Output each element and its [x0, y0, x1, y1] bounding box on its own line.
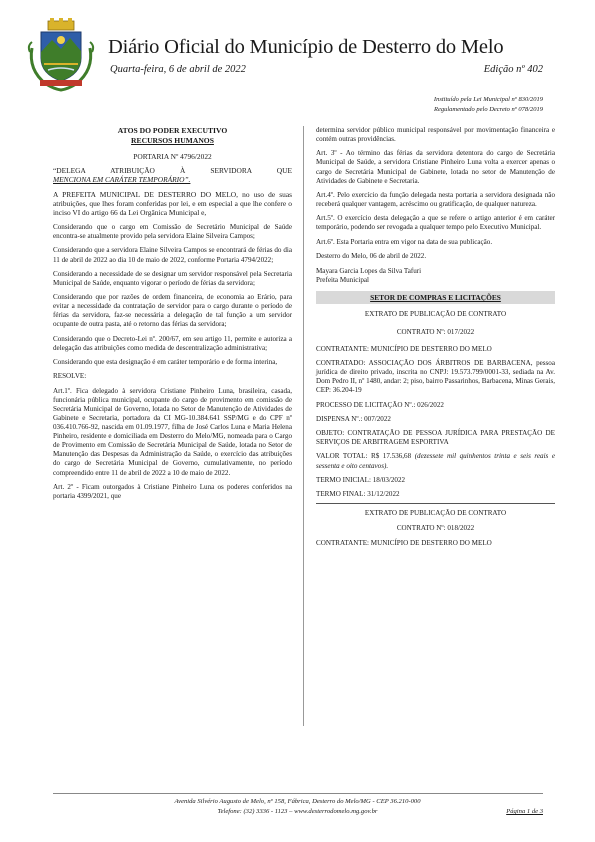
considerando-5: Considerando que o Decreto-Lei nº. 200/67, em seu artigo 11, permite e autoriza a delegação das atribuições como medida de descentralização administrativa;: [53, 334, 292, 352]
contract-1-termo-inicial: TERMO INICIAL: 18/03/2022: [316, 475, 406, 484]
considerando-4: Considerando que por razões de ordem financeira, de economia ao Erário, para evitar a necessidade da contratação de servidor para o cargo durante o período de férias da servidora, faz-se necessária a delegação de tal função a um servidor ocupante de outra pasta, até o retorno das férias da servidora;: [53, 293, 292, 329]
page-number: Página 1 de 3: [506, 808, 543, 815]
footer-address: Avenida Silvério Augusto de Melo, nº 158, Fábrica, Desterro do Melo/MG - CEP 36.210-000: [174, 798, 421, 805]
footer-contact: Telefone: (32) 3336 - 1123 – www.desterrodomelo.mg.gov.br: [217, 808, 378, 815]
article-1: Art.1º. Fica delegado à servidora Cristiane Pinheiro Luna, brasileira, casada, funcionária pública municipal, ocupante do cargo de provimento em comissão de Secretária Municipal de Governo, lotada no Setor de Manutenção de Atividades de Gabinete e Secretaria, portadora da CI MG-10.384.641 SSP/MG e do CPF nº 036.410.766-92, nascida em 01.09.1977, filha de José Carlos Luna e Maria Helena Pinheiro, residente e domiciliada em Desterro do Melo/MG, nomeada para o Cargo de Provimento em Comissão de Secretária Municipal de Saúde, lotada no Setor de Manutenção das Despesas da Administração da Saúde, o exercício das atribuições do cargo de Secretária Municipal de Governo, cumulativamente, no período compreendido entre 11 de abril de 2022 a 10 de maio de 2022.: [53, 386, 292, 477]
ementa-line-2: MENCIONA EM CARÁTER TEMPORÁRIO”.: [53, 175, 191, 185]
considerando-1: Considerando que o cargo em Comissão de Secretário Municipal de Saúde encontra-se atualmente provido pela servidora Elaine Silveira Campos;: [53, 223, 292, 241]
contract-1-contratado: CONTRATADO: ASSOCIAÇÃO DOS ÁRBITROS DE BARBACENA, pessoa jurídica de direito privado, inscrita no CNPJ: 19.573.799/0001-33, sediada na Av. Dom Pedro II, nº 1480, andar: 2; piso, bairro Passarinhos, Barbacena, Minas Gerais, CEP: 36.204-19: [316, 358, 555, 395]
section-title-hr: RECURSOS HUMANOS: [131, 136, 214, 145]
place-date: Desterro do Melo, 06 de abril de 2022.: [316, 251, 427, 260]
legal-basis: [434, 95, 543, 114]
signature-block: [316, 267, 555, 285]
considerando-2: Considerando que a servidora Elaine Silveira Campos se encontrará de férias do dia 11 de abril de 2022 ao dia 10 de maio de 2022, conforme Portaria 4794/2022;: [53, 246, 292, 264]
contract-1-dispensa: DISPENSA Nº.: 007/2022: [316, 414, 391, 423]
right-column: [316, 126, 555, 554]
contract-2-number: CONTRATO Nº: 018/2022: [396, 524, 475, 533]
newspaper-title: Diário Oficial do Município de Desterro do Melo: [108, 36, 504, 58]
article-6: Art.6º. Esta Portaria entra em vigor na data de sua publicação.: [316, 237, 493, 246]
contract-divider: [316, 503, 555, 504]
article-5: Art.5º. O exercício desta delegação a que se refere o artigo anterior é em caráter temporário, podendo ser revogada a qualquer tempo pelo Executivo Municipal.: [316, 214, 555, 232]
article-2: Art. 2º - Ficam outorgados à Cristiane Pinheiro Luna os poderes conferidos na portaria 4399/2021, que: [53, 482, 292, 500]
masthead: [0, 0, 595, 115]
issue-date: Quarta-feira, 6 de abril de 2022: [110, 64, 246, 75]
signer-name: Mayara Garcia Lopes da Silva Tafuri: [316, 267, 422, 276]
municipal-crest-icon: [24, 18, 98, 92]
article-3: Art. 3º - Ao término das férias da servidora detentora do cargo de Secretária Municipal de Saúde, a servidora Cristiane Pinheiro Luna volta a exercer apenas o cargo de Secretária Municipal de Gabinete, lotada no setor de Manutenção de Atividades de Gabinete e Secretaria.: [316, 149, 555, 185]
signer-role: Prefeita Municipal: [316, 276, 369, 285]
footer-rule: [53, 793, 543, 794]
contract-1-valor: [316, 452, 555, 470]
extract-2-title: EXTRATO DE PUBLICAÇÃO DE CONTRATO: [364, 509, 507, 518]
extract-1-title: EXTRATO DE PUBLICAÇÃO DE CONTRATO: [364, 310, 507, 319]
instituted-law: Instituído pela Lei Municipal nº 830/2019: [433, 96, 543, 103]
contract-1-number: CONTRATO Nº: 017/2022: [396, 327, 475, 336]
considerando-3: Considerando a necessidade de se designar um servidor responsável pela Secretaria Municipal de Saúde, enquanto vigorar o período de férias da servidora;: [53, 269, 292, 287]
section-title-procurement: SETOR DE COMPRAS E LICITAÇÕES: [316, 291, 555, 304]
considerando-6: Considerando que esta designação é em caráter temporário e de forma interina,: [53, 358, 278, 367]
left-column: [53, 126, 292, 506]
contract-2-contratante: CONTRATANTE: MUNICÍPIO DE DESTERRO DO MELO: [316, 539, 492, 548]
section-title-executive: ATOS DO PODER EXECUTIVO: [117, 126, 228, 135]
contract-1-processo: PROCESSO DE LICITAÇÃO Nº.: 026/2022: [316, 400, 444, 409]
contract-1-termo-final: TERMO FINAL: 31/12/2022: [316, 490, 400, 499]
regulated-decree: Regulamentado pelo Decreto nº 078/2019: [433, 105, 543, 113]
article-2-continuation: determina servidor público municipal responsável por movimentação financeira e contém outras providências.: [316, 126, 555, 144]
portaria-number: PORTARIA Nº 4796/2022: [133, 152, 212, 161]
contract-1-objeto: OBJETO: CONTRATAÇÃO DE PESSOA JURÍDICA PARA PRESTAÇÃO DE SERVIÇOS DE ARBITRAGEM ESPORTIVA: [316, 429, 555, 447]
column-divider: [303, 126, 304, 726]
intro-paragraph: A PREFEITA MUNICIPAL DE DESTERRO DO MELO, no uso de suas atribuições, que lhes foram conferidas por lei, e em especial a que lhe confere o inciso VI do artigo 66 da Lei Orgânica Municipal e,: [53, 189, 292, 218]
resolve-heading: RESOLVE:: [53, 372, 87, 381]
edition-number: Edição nº 402: [483, 64, 543, 75]
contract-1-valor-words: (dezessete mil quinhentos trinta e seis reais e sessenta e oito centavos).: [316, 452, 555, 470]
contract-1-valor-amount: VALOR TOTAL: R$ 17.536,68: [316, 452, 412, 461]
article-4: Art.4º. Pelo exercício da função delegada nesta portaria a servidora designada não receberá qualquer vantagem, acréscimo ou gratificação, de qualquer natureza.: [316, 190, 555, 209]
contract-1-contratante: CONTRATANTE: MUNICÍPIO DE DESTERRO DO MELO: [316, 344, 492, 353]
ementa-line-1: “DELEGA ATRIBUIÇÃO À SERVIDORA QUE: [53, 166, 292, 176]
